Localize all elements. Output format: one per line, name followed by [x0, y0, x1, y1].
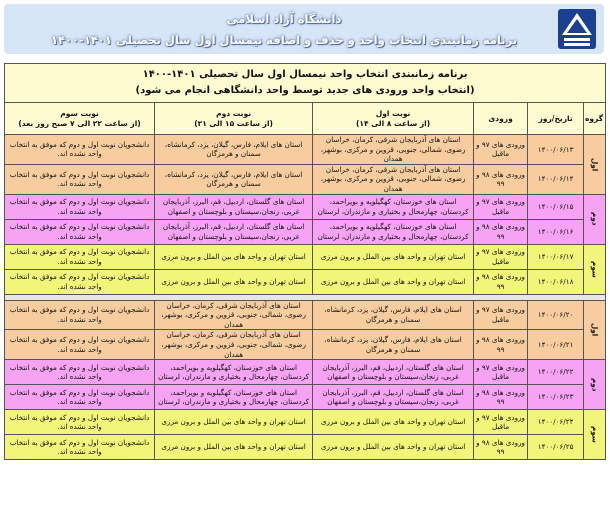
shift1-time: (از ساعت ۸ الی ۱۴)	[355, 118, 431, 128]
row-shift1: استان تهران و واحد های بین الملل و برون مرزی	[313, 410, 474, 435]
table-row	[5, 330, 606, 360]
row-shift2: استان تهران و واحد های بین الملل و برون مرزی	[155, 435, 313, 460]
table-header-row	[5, 103, 606, 135]
row-shift1: استان های گلستان، اردبیل، قم، البرز، آذربایجان غربی، زنجان،سیستان و بلوچستان و اصفهان	[313, 385, 474, 410]
row-shift2: استان های ایلام، فارس، گیلان، یزد، کرمانشاه، سمنان و هرمزگان	[155, 164, 313, 194]
table-row	[5, 164, 606, 194]
shift2-label: نوبت دوم	[216, 108, 252, 118]
group-label-third: سوم	[584, 244, 606, 294]
table-row	[5, 410, 606, 435]
row-date: ۱۴۰۰/۰۶/۱۸	[528, 269, 584, 294]
row-date: ۱۴۰۰/۰۶/۲۲	[528, 360, 584, 385]
row-date: ۱۴۰۰/۰۶/۱۵	[528, 194, 584, 219]
row-shift3: دانشجویان نوبت اول و دوم که موفق به انتخاب واحد نشده اند.	[5, 410, 155, 435]
table-row	[5, 269, 606, 294]
row-intake: ورودی های ۹۸ و ۹۹	[474, 385, 528, 410]
row-shift3: دانشجویان نوبت اول و دوم که موفق به انتخاب واحد نشده اند.	[5, 435, 155, 460]
column-shift2	[155, 103, 313, 135]
schedule-table	[4, 63, 606, 460]
table-title-main: برنامه زمانبندی انتخاب واحد نیمسال اول سال تحصیلی ۱۴۰۱-۱۴۰۰	[142, 69, 468, 80]
row-intake: ورودی های ۹۷ و ماقبل	[474, 300, 528, 330]
shift3-label: نوبت سوم	[60, 108, 99, 118]
row-shift2: استان های خوزستان، کهگیلویه و بویراحمد، کردستان، چهارمحال و بختیاری و مازندران، لرستان	[155, 385, 313, 410]
row-shift1: استان های ایلام، فارس، گیلان، یزد، کرمانشاه، سمنان و هرمزگان	[313, 300, 474, 330]
university-name: دانشگاه آزاد اسلامی	[226, 12, 342, 26]
row-intake: ورودی های ۹۷ و ماقبل	[474, 410, 528, 435]
row-shift2: استان تهران و واحد های بین الملل و برون مرزی	[155, 410, 313, 435]
column-shift1	[313, 103, 474, 135]
row-intake: ورودی های ۹۸ و ۹۹	[474, 164, 528, 194]
row-shift3: دانشجویان نوبت اول و دوم که موفق به انتخاب واحد نشده اند.	[5, 244, 155, 269]
column-shift3	[5, 103, 155, 135]
row-shift1: استان های خوزستان، کهگیلویه و بویراحمد، کردستان، چهارمحال و بختیاری و مازندران، لرستان	[313, 219, 474, 244]
column-intake: ورودی	[474, 103, 528, 135]
table-title	[5, 64, 606, 103]
row-intake: ورودی های ۹۸ و ۹۹	[474, 435, 528, 460]
group-label-first: اول	[584, 300, 606, 360]
row-shift2: استان های آذربایجان شرقی، کرمان، خراسان رضوی، شمالی، جنوبی، قزوین و مرکزی، بوشهر، همدان	[155, 330, 313, 360]
row-shift3: دانشجویان نوبت اول و دوم که موفق به انتخاب واحد نشده اند.	[5, 135, 155, 165]
row-date: ۱۴۰۰/۰۶/۱۶	[528, 219, 584, 244]
row-shift1: استان تهران و واحد های بین الملل و برون مرزی	[313, 244, 474, 269]
row-shift1: استان های آذربایجان شرقی، کرمان، خراسان رضوی، شمالی، جنوبی، قزوین و مرکزی، بوشهر، همدان	[313, 164, 474, 194]
row-shift1: استان های خوزستان، کهگیلویه و بویراحمد، کردستان، چهارمحال و بختیاری و مازندران، لرستان	[313, 194, 474, 219]
row-shift1: استان های گلستان، اردبیل، قم، البرز، آذربایجان غربی، زنجان،سیستان و بلوچستان و اصفهان	[313, 360, 474, 385]
row-shift3: دانشجویان نوبت اول و دوم که موفق به انتخاب واحد نشده اند.	[5, 194, 155, 219]
row-date: ۱۴۰۰/۰۶/۲۰	[528, 300, 584, 330]
table-row	[5, 219, 606, 244]
row-shift2: استان های آذربایجان شرقی، کرمان، خراسان رضوی، شمالی، جنوبی، قزوین و مرکزی، بوشهر، همدان	[155, 300, 313, 330]
group-label-second: دوم	[584, 360, 606, 410]
row-shift2: استان تهران و واحد های بین الملل و برون مرزی	[155, 269, 313, 294]
table-row	[5, 300, 606, 330]
row-intake: ورودی های ۹۷ و ماقبل	[474, 135, 528, 165]
table-row	[5, 435, 606, 460]
table-title-note: (انتخاب واحد ورودی های جدید توسط واحد دانشگاهی انجام می شود)	[135, 85, 475, 96]
row-date: ۱۴۰۰/۰۶/۲۱	[528, 330, 584, 360]
row-shift2: استان های ایلام، فارس، گیلان، یزد، کرمانشاه، سمنان و هرمزگان	[155, 135, 313, 165]
row-shift2: استان های گلستان، اردبیل، قم، البرز، آذربایجان غربی، زنجان،سیستان و بلوچستان و اصفهان	[155, 194, 313, 219]
table-row	[5, 360, 606, 385]
row-shift3: دانشجویان نوبت اول و دوم که موفق به انتخاب واحد نشده اند.	[5, 385, 155, 410]
university-emblem-icon	[556, 7, 598, 51]
row-shift2: استان تهران و واحد های بین الملل و برون مرزی	[155, 244, 313, 269]
row-shift3: دانشجویان نوبت اول و دوم که موفق به انتخاب واحد نشده اند.	[5, 164, 155, 194]
table-row	[5, 244, 606, 269]
row-intake: ورودی های ۹۸ و ۹۹	[474, 330, 528, 360]
row-intake: ورودی های ۹۷ و ماقبل	[474, 244, 528, 269]
row-intake: ورودی های ۹۷ و ماقبل	[474, 194, 528, 219]
group-label-first: اول	[584, 135, 606, 195]
row-shift3: دانشجویان نوبت اول و دوم که موفق به انتخاب واحد نشده اند.	[5, 269, 155, 294]
row-shift1: استان های ایلام، فارس، گیلان، یزد، کرمانشاه، سمنان و هرمزگان	[313, 330, 474, 360]
row-intake: ورودی های ۹۸ و ۹۹	[474, 269, 528, 294]
row-shift1: استان تهران و واحد های بین الملل و برون مرزی	[313, 269, 474, 294]
row-shift3: دانشجویان نوبت اول و دوم که موفق به انتخاب واحد نشده اند.	[5, 300, 155, 330]
group-label-second: دوم	[584, 194, 606, 244]
row-shift2: استان های گلستان، اردبیل، قم، البرز، آذربایجان غربی، زنجان،سیستان و بلوچستان و اصفهان	[155, 219, 313, 244]
row-date: ۱۴۰۰/۰۶/۱۷	[528, 244, 584, 269]
schedule-table-frame	[4, 63, 605, 521]
header-banner	[4, 4, 604, 54]
table-row	[5, 194, 606, 219]
column-group: گروه	[584, 103, 606, 135]
row-date: ۱۴۰۰/۰۶/۲۵	[528, 435, 584, 460]
row-shift3: دانشجویان نوبت اول و دوم که موفق به انتخاب واحد نشده اند.	[5, 219, 155, 244]
row-date: ۱۴۰۰/۰۶/۲۳	[528, 385, 584, 410]
group-label-third: سوم	[584, 410, 606, 460]
row-shift2: استان های خوزستان، کهگیلویه و بویراحمد، کردستان، چهارمحال و بختیاری و مازندران، لرستان	[155, 360, 313, 385]
shift1-label: نوبت اول	[375, 108, 411, 118]
row-shift3: دانشجویان نوبت اول و دوم که موفق به انتخاب واحد نشده اند.	[5, 330, 155, 360]
shift2-time: (از ساعت ۱۵ الی ۲۱)	[194, 118, 273, 128]
table-title-row	[5, 64, 606, 103]
row-shift3: دانشجویان نوبت اول و دوم که موفق به انتخاب واحد نشده اند.	[5, 360, 155, 385]
table-row	[5, 385, 606, 410]
row-intake: ورودی های ۹۷ و ماقبل	[474, 360, 528, 385]
row-date: ۱۴۰۰/۰۶/۱۳	[528, 135, 584, 165]
table-row	[5, 135, 606, 165]
shift3-time: (از ساعت ۲۲ الی ۷ صبح روز بعد)	[18, 118, 141, 128]
row-shift1: استان های آذربایجان شرقی، کرمان، خراسان رضوی، شمالی، جنوبی، قزوین و مرکزی، بوشهر، همدان	[313, 135, 474, 165]
row-shift1: استان تهران و واحد های بین الملل و برون مرزی	[313, 435, 474, 460]
column-date: تاریخ/روز	[528, 103, 584, 135]
row-date: ۱۴۰۰/۰۶/۲۴	[528, 410, 584, 435]
row-date: ۱۴۰۰/۰۶/۱۴	[528, 164, 584, 194]
schedule-heading: برنامه زمانبندی انتخاب واحد و حذف و اضافه نیمسال اول سال تحصیلی ۱۴۰۱-۱۴۰۰	[50, 33, 518, 47]
row-intake: ورودی های ۹۸ و ۹۹	[474, 219, 528, 244]
